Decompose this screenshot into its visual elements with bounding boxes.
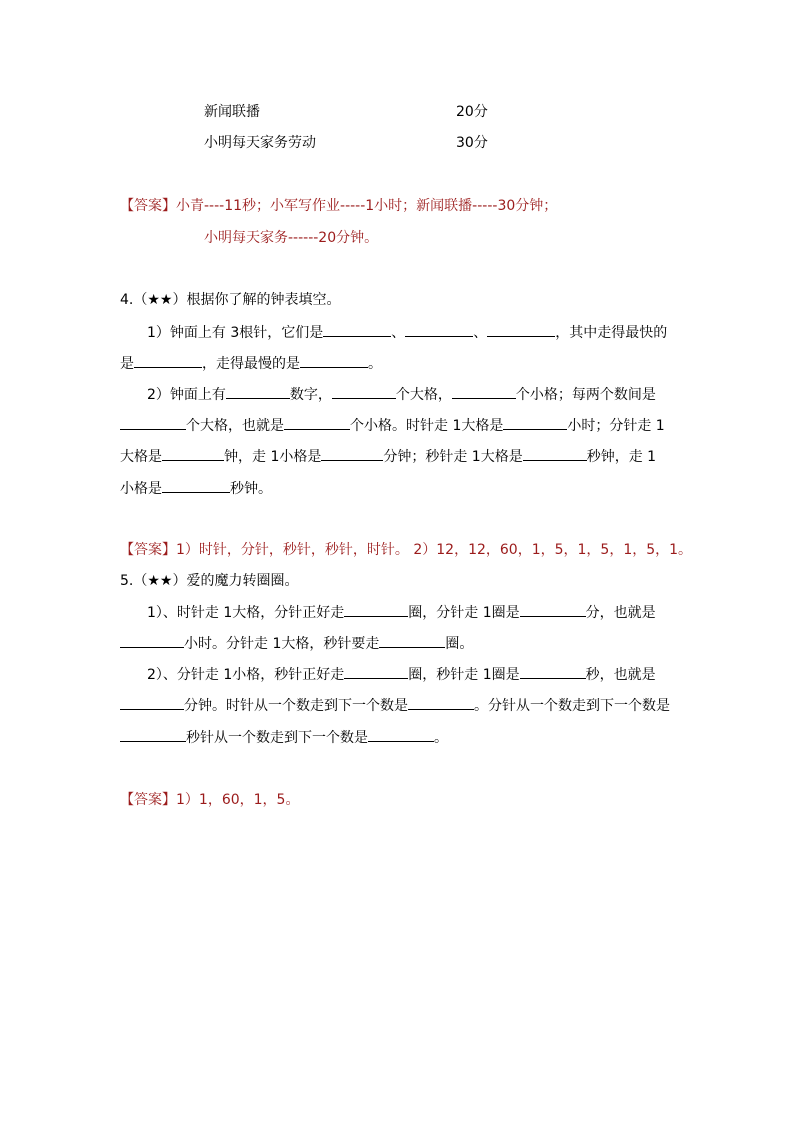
answer-text: 1）1，60，1，5。 (176, 792, 300, 808)
text: 2）钟面上有 (147, 387, 226, 403)
question-4-part2-cont (120, 478, 272, 499)
text: 是 (120, 356, 134, 372)
text: 1）钟面上有 3根针，它们是 (147, 325, 324, 341)
text: 圈，秒针走 1圈是 (408, 667, 520, 683)
text: 小时；分针走 1 (567, 418, 665, 434)
question-title: 4.（★★）根据你了解的钟表填空。 (120, 292, 341, 308)
question-4-part2-cont (120, 415, 665, 436)
answer-5 (120, 790, 299, 810)
text: ，走得最慢的是 (202, 356, 300, 372)
blank[interactable] (321, 446, 383, 461)
text: ，其中走得最快的 (555, 325, 668, 341)
text: 圈。 (445, 636, 474, 652)
blank[interactable] (408, 695, 474, 710)
blank[interactable] (520, 664, 586, 679)
row-name: 小明每天家务劳动 (204, 135, 316, 151)
question-4-part2-cont (120, 446, 656, 467)
text: 分钟。时针从一个数走到下一个数是 (184, 698, 408, 714)
answer-text: 小青----11秒；小军写作业-----1小时；新闻联播-----30分钟； (176, 198, 558, 214)
blank[interactable] (344, 602, 408, 617)
text: 数字， (289, 387, 332, 403)
row-value: 20分 (456, 104, 488, 120)
table-row-value (456, 102, 488, 122)
text: 、 (391, 325, 406, 341)
blank[interactable] (162, 478, 230, 493)
text: 个大格， (395, 387, 452, 403)
answer-text: 小明每天家务------20分钟。 (204, 230, 379, 246)
question-5-part2-cont (120, 727, 448, 748)
row-name: 新闻联播 (204, 104, 260, 120)
blank[interactable] (487, 322, 555, 337)
answer-tag: 【答案】 (120, 198, 176, 214)
text: 1）、时针走 1大格，分针正好走 (147, 605, 345, 621)
blank[interactable] (520, 602, 586, 617)
blank[interactable] (162, 446, 224, 461)
text: 2）、分针走 1小格，秒针正好走 (147, 667, 345, 683)
answer-text: 1）时针，分针，秒针，秒针，时针。 2）12，12，60，1，5，1，5，1，5，1。 (176, 542, 693, 558)
table-row (204, 102, 260, 122)
text: 秒针从一个数走到下一个数是 (186, 730, 368, 746)
question-4-part1-cont (120, 353, 382, 374)
blank[interactable] (120, 695, 184, 710)
text: 秒，也就是 (585, 667, 656, 683)
text: 分，也就是 (585, 605, 656, 621)
question-5-part2 (147, 664, 656, 685)
question-4-part2 (147, 384, 656, 405)
blank[interactable] (405, 322, 473, 337)
answer-3-cont (204, 228, 378, 248)
text: 钟，走 1小格是 (224, 449, 322, 465)
blank[interactable] (523, 446, 587, 461)
question-5-part2-cont (120, 695, 670, 716)
text: 大格是 (120, 449, 162, 465)
answer-tag: 【答案】 (120, 542, 176, 558)
text: 。 (368, 356, 382, 372)
blank[interactable] (120, 727, 186, 742)
text: 个小格；每两个数间是 (515, 387, 656, 403)
question-5-part1 (147, 602, 656, 623)
blank[interactable] (284, 415, 350, 430)
text: 秒钟，走 1 (586, 449, 657, 465)
table-row-value (456, 133, 488, 153)
question-5-header (120, 571, 298, 591)
blank[interactable] (300, 353, 368, 368)
blank[interactable] (368, 727, 434, 742)
text: 秒钟。 (230, 481, 272, 497)
blank[interactable] (323, 322, 391, 337)
answer-3 (120, 196, 557, 216)
blank[interactable] (226, 384, 290, 399)
text: 分钟；秒针走 1大格是 (383, 449, 523, 465)
blank[interactable] (120, 415, 186, 430)
table-row (204, 133, 316, 153)
blank[interactable] (332, 384, 396, 399)
answer-tag: 【答案】 (120, 792, 176, 808)
text: 小格是 (120, 481, 162, 497)
question-4-part1 (147, 322, 667, 343)
text: 圈，分针走 1圈是 (408, 605, 520, 621)
text: 。分针从一个数走到下一个数是 (474, 698, 670, 714)
text: 。 (434, 730, 448, 746)
blank[interactable] (134, 353, 202, 368)
question-title: 5.（★★）爱的魔力转圈圈。 (120, 573, 299, 589)
question-4-header (120, 290, 340, 310)
text: 小时。分针走 1大格，秒针要走 (184, 636, 380, 652)
row-value: 30分 (456, 135, 488, 151)
text: 个小格。时针走 1大格是 (350, 418, 504, 434)
question-5-part1-cont (120, 633, 473, 654)
text: 个大格，也就是 (186, 418, 284, 434)
text: 、 (473, 325, 488, 341)
answer-4 (120, 540, 692, 560)
blank[interactable] (503, 415, 567, 430)
blank[interactable] (452, 384, 516, 399)
blank[interactable] (344, 664, 408, 679)
blank[interactable] (379, 633, 445, 648)
blank[interactable] (120, 633, 184, 648)
